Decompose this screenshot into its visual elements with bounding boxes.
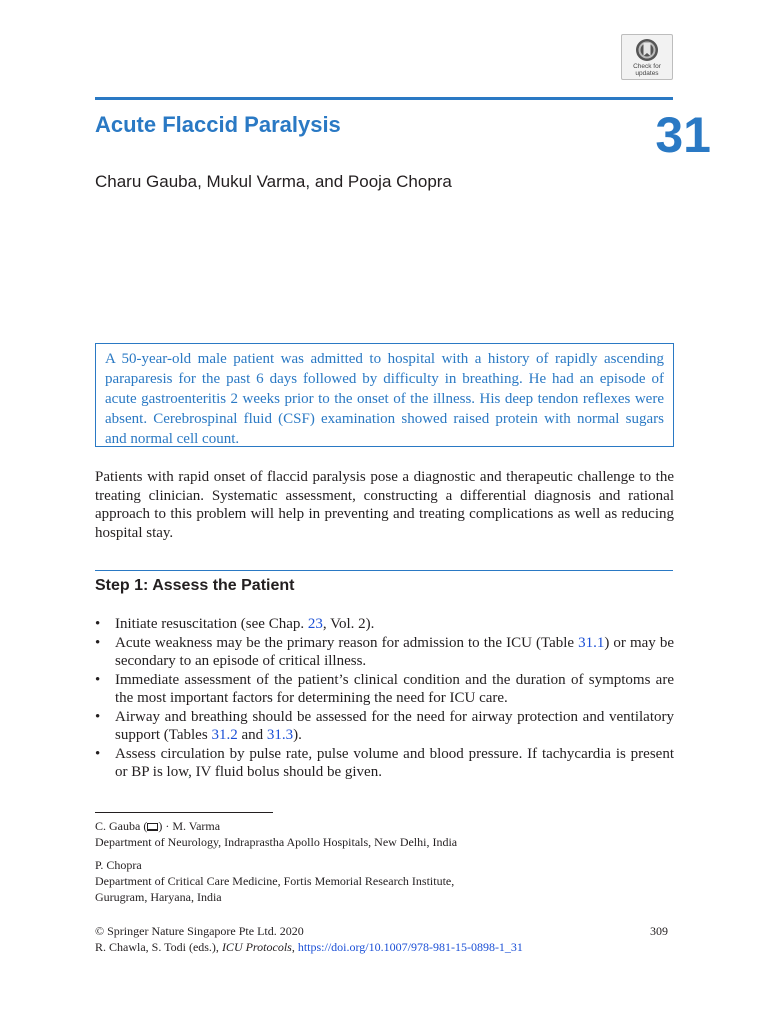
- list-item: • Assess circulation by pulse rate, pulse volume and blood pressure. If tachycardia is present or BP is low, IV fluid bolus should be given.: [95, 745, 674, 780]
- copyright-line: © Springer Nature Singapore Pte Ltd. 2020: [95, 924, 304, 938]
- intro-paragraph: Patients with rapid onset of flaccid paralysis pose a diagnostic and therapeutic challenge to the treating clinician. Systematic assessment, constructing a differential diagnosis and rational approach to this problem will help in preventing and treating complications as well as reducing hospital stay.: [95, 469, 674, 541]
- table-ref-link[interactable]: 31.1: [578, 634, 605, 651]
- footnote-rule: [95, 812, 273, 813]
- assessment-bullet-list: [95, 615, 674, 782]
- chapter-number: 31: [655, 107, 711, 163]
- doi-link[interactable]: https://doi.org/10.1007/978-981-15-0898-1_31: [297, 940, 523, 954]
- author-list: Charu Gauba, Mukul Varma, and Pooja Chopra: [95, 172, 452, 191]
- list-item: • Immediate assessment of the patient’s clinical condition and the duration of symptoms are the most important factors for determining the need for ICU care.: [95, 671, 674, 706]
- page-number: 309: [650, 924, 668, 938]
- section-heading: Step 1: Assess the Patient: [95, 577, 295, 594]
- chapter-title: Acute Flaccid Paralysis: [95, 112, 341, 137]
- citation-line: R. Chawla, S. Todi (eds.), ICU Protocols, https://doi.org/10.1007/978-981-15-0898-1_31: [95, 940, 523, 954]
- check-for-updates-badge[interactable]: [621, 34, 673, 80]
- chapter-ref-link[interactable]: 23: [307, 616, 323, 632]
- table-ref-link[interactable]: 31.2: [211, 727, 238, 743]
- case-vignette-box: [95, 343, 674, 447]
- affiliation-1: C. Gauba ( ) · M. Varma Department of Neurology, Indraprastha Apollo Hospitals, New Delhi, India: [95, 819, 458, 849]
- affiliation-2: P. Chopra Department of Critical Care Medicine, Fortis Memorial Research Institute, Gurugram, Haryana, India: [95, 858, 455, 904]
- badge-label-line1: Check for: [633, 63, 661, 70]
- list-item: • Initiate resuscitation (see Chap. 23, Vol. 2).: [95, 616, 375, 632]
- case-vignette-text: A 50-year-old male patient was admitted to hospital with a history of rapidly ascending paraparesis for the past 6 days followed by difficulty in breathing. He had an episode of acute gastroenteritis 2 weeks prior to the onset of the illness. His deep tendon reflexes were absent. Cerebrospinal fluid (CSF) examination showed raised protein with normal sugars and normal cell count.: [105, 351, 664, 447]
- section-rule: [95, 570, 673, 571]
- badge-label-line2: updates: [635, 70, 659, 77]
- list-item: • Acute weakness may be the primary reason for admission to the ICU (Table 31.1) or may be secondary to an episode of critical illness.: [95, 634, 674, 669]
- table-ref-link[interactable]: 31.3: [266, 727, 294, 743]
- envelope-icon[interactable]: [147, 823, 158, 831]
- list-item: • Airway and breathing should be assessed for the need for airway protection and ventilatory support (Tables 31.2 and 31.3).: [95, 708, 674, 743]
- bookmark-ribbon-icon: [634, 38, 660, 62]
- title-rule: [95, 97, 673, 100]
